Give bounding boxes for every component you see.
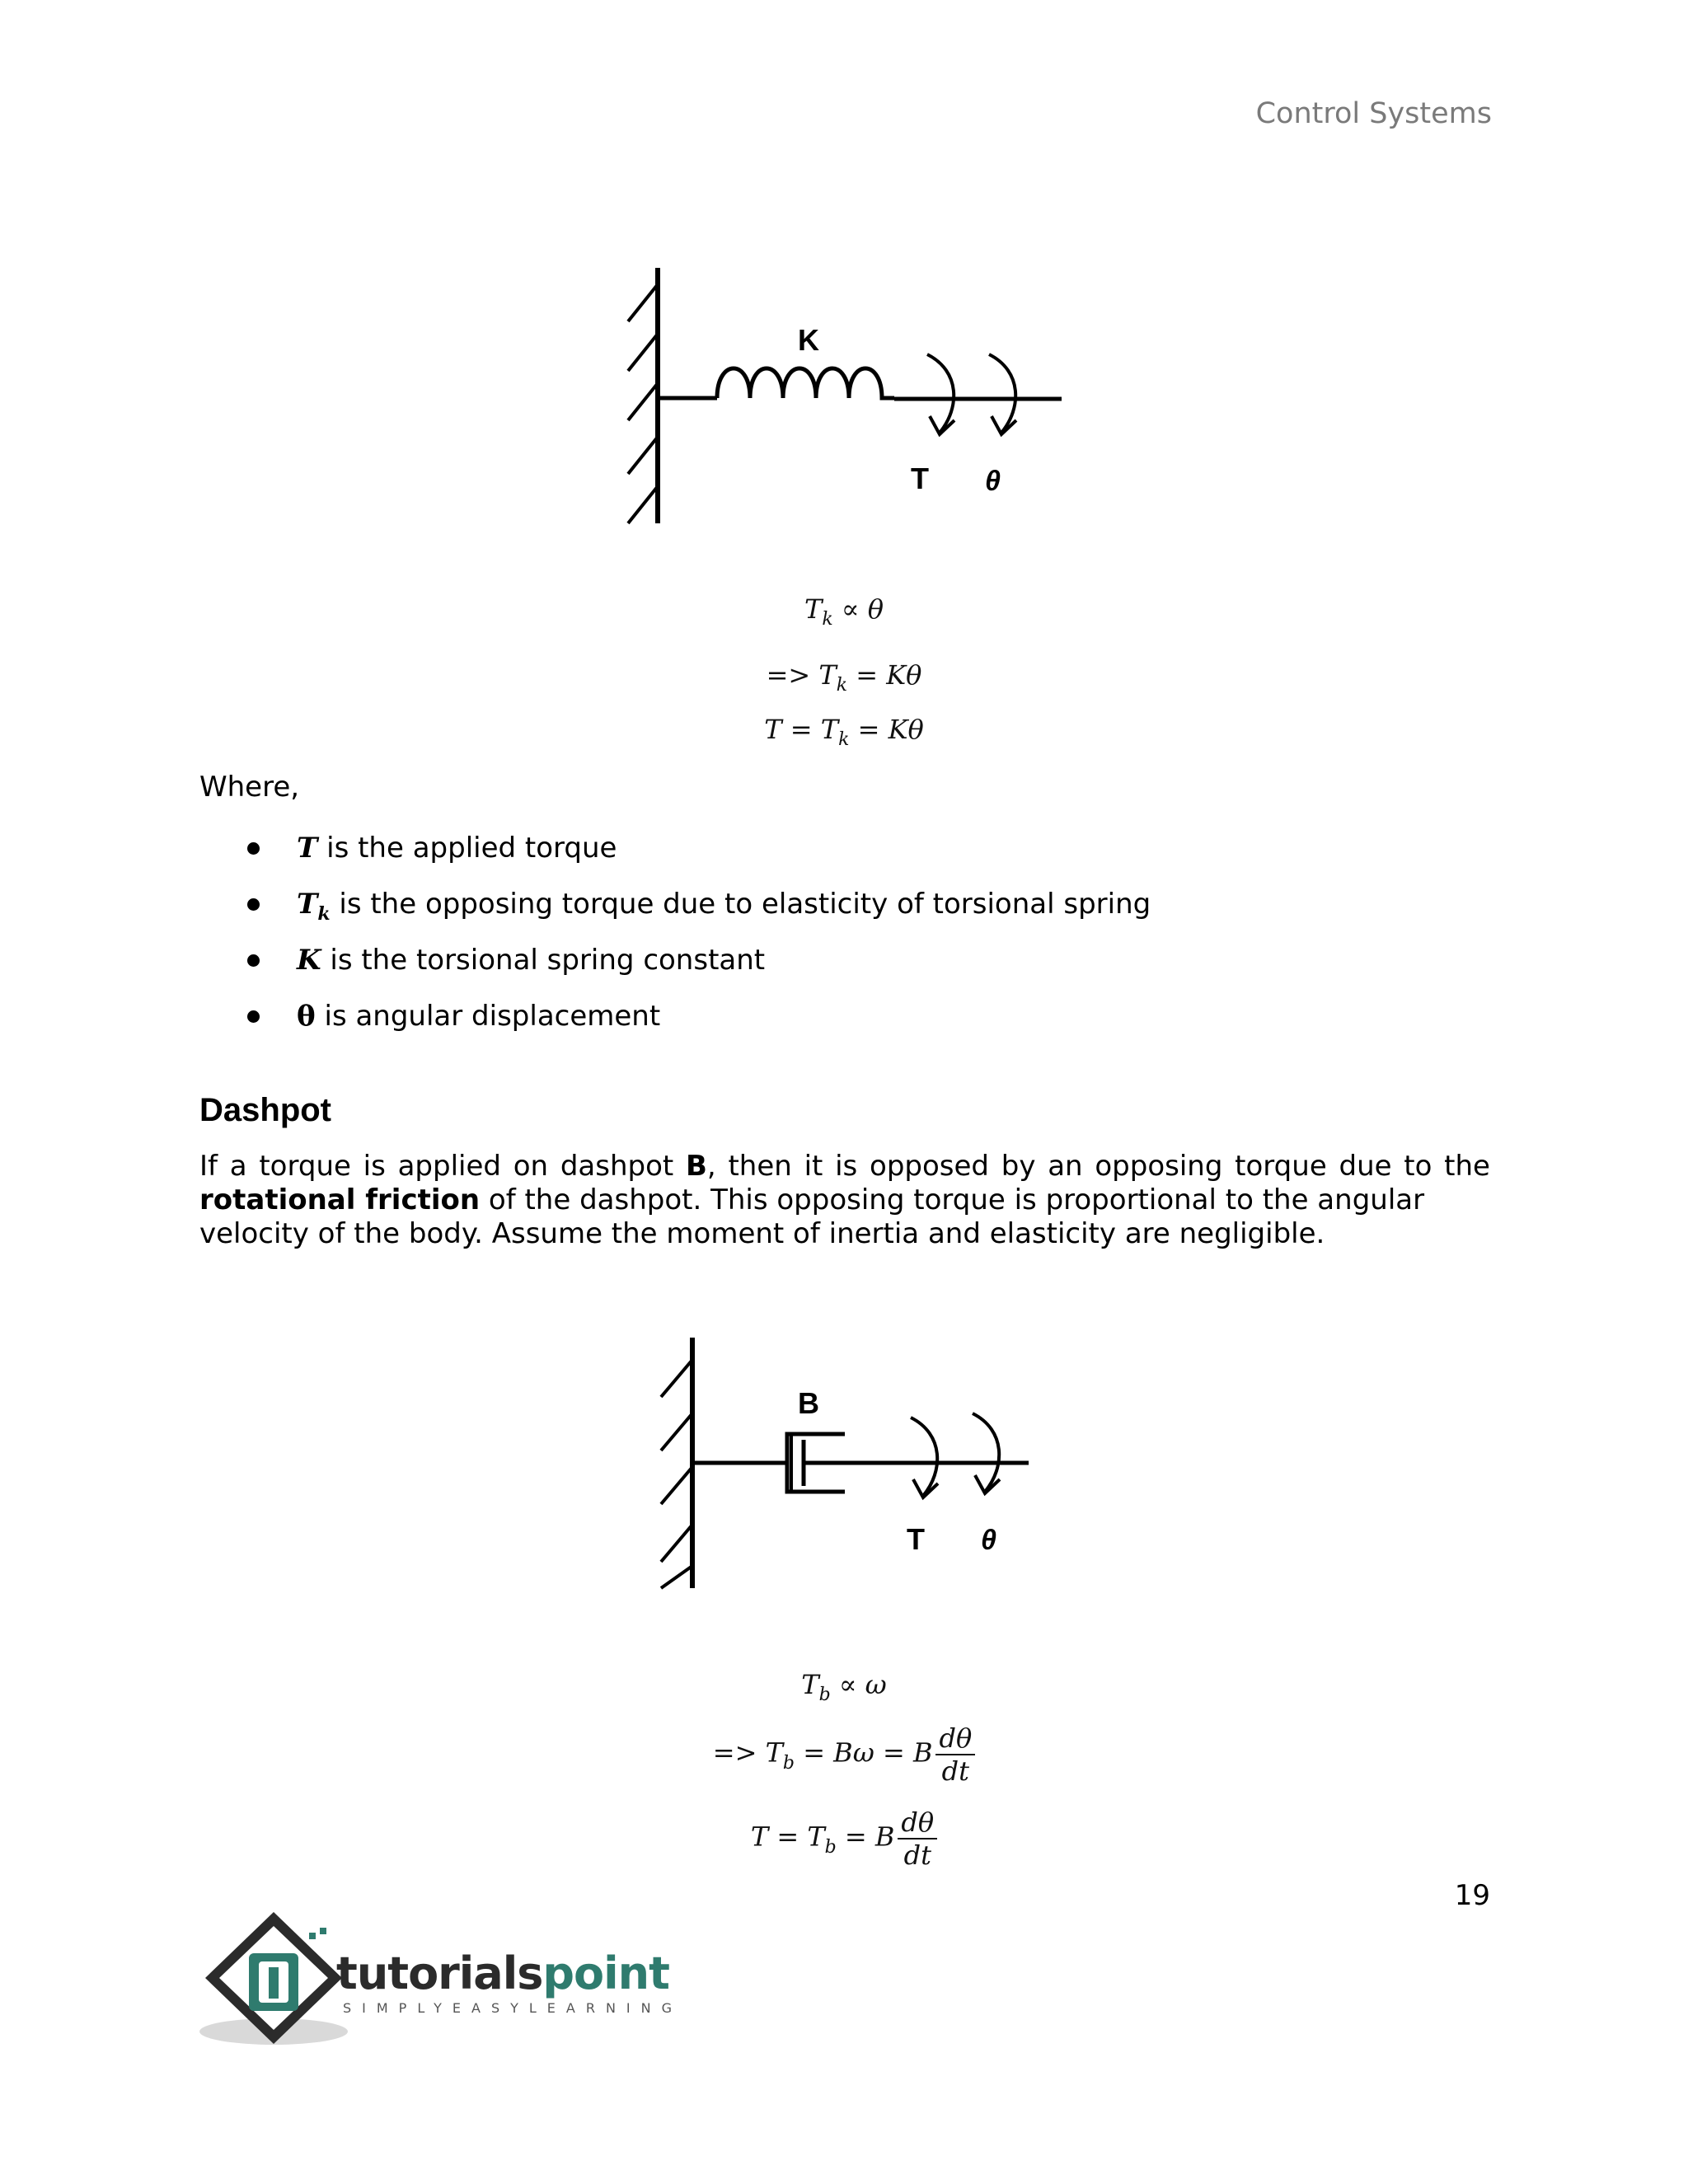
equation-applied-torque: $T = T_k = K\theta$ [764, 714, 924, 750]
where-label: Where, [199, 771, 300, 804]
dashpot-label: B [798, 1386, 819, 1420]
derivative-fraction: $\frac{d\theta}{dt}$ [935, 1722, 975, 1787]
torque-label: T [907, 1522, 925, 1556]
logo-tagline: SIMPLYEASYLEARNING [343, 2000, 683, 2016]
equation-damping-applied: $T = T_b = B$ $\frac{d\theta}{dt}$ [0, 1807, 1688, 1871]
angle-label: θ [985, 466, 1001, 497]
section-paragraph: If a torque is applied on dashpot B, then it is opposed by an opposing torque due to the rotational friction of the dashpot. This opposing torque is proportional to the angular [199, 1150, 1490, 1216]
list-item: θ is angular displacement [247, 996, 1151, 1052]
bullet-icon [247, 1010, 260, 1023]
dashpot-diagram [643, 1331, 1039, 1595]
running-header: Control Systems [1255, 97, 1492, 130]
definition-list [247, 828, 1151, 1052]
section-heading: Dashpot [199, 1092, 331, 1128]
list-item: K is the torsional spring constant [247, 940, 1151, 996]
torque-label: T [911, 462, 929, 495]
equation-spring-torque: => $T_k = K\theta$ [766, 659, 922, 696]
footer-logo [198, 1908, 692, 2052]
bullet-icon [247, 842, 260, 855]
derivative-fraction: $\frac{d\theta}{dt}$ [898, 1807, 937, 1871]
section-paragraph-last-line: velocity of the body. Assume the moment of inertia and elasticity are negligible. [199, 1217, 1325, 1250]
list-item: $T_k$ is the opposing torque due to elasticity of torsional spring [247, 884, 1151, 940]
torsional-spring-diagram [610, 260, 1071, 540]
list-item: T is the applied torque [247, 828, 1151, 884]
equation-proportional: $T_k \propto \theta$ [804, 593, 884, 630]
spring-constant-label: K [798, 323, 819, 357]
equation-damping-torque: => $T_b = B\omega = B$ $\frac{d\theta}{dt}$ [0, 1722, 1688, 1787]
bullet-icon [247, 954, 260, 967]
bullet-icon [247, 898, 260, 911]
equation-damping-proportional: $T_b \propto \omega$ [801, 1669, 887, 1705]
page-number: 19 [1454, 1879, 1490, 1912]
logo-wordmark: tutorialspoint [336, 1947, 669, 1999]
angle-label: θ [981, 1525, 996, 1556]
